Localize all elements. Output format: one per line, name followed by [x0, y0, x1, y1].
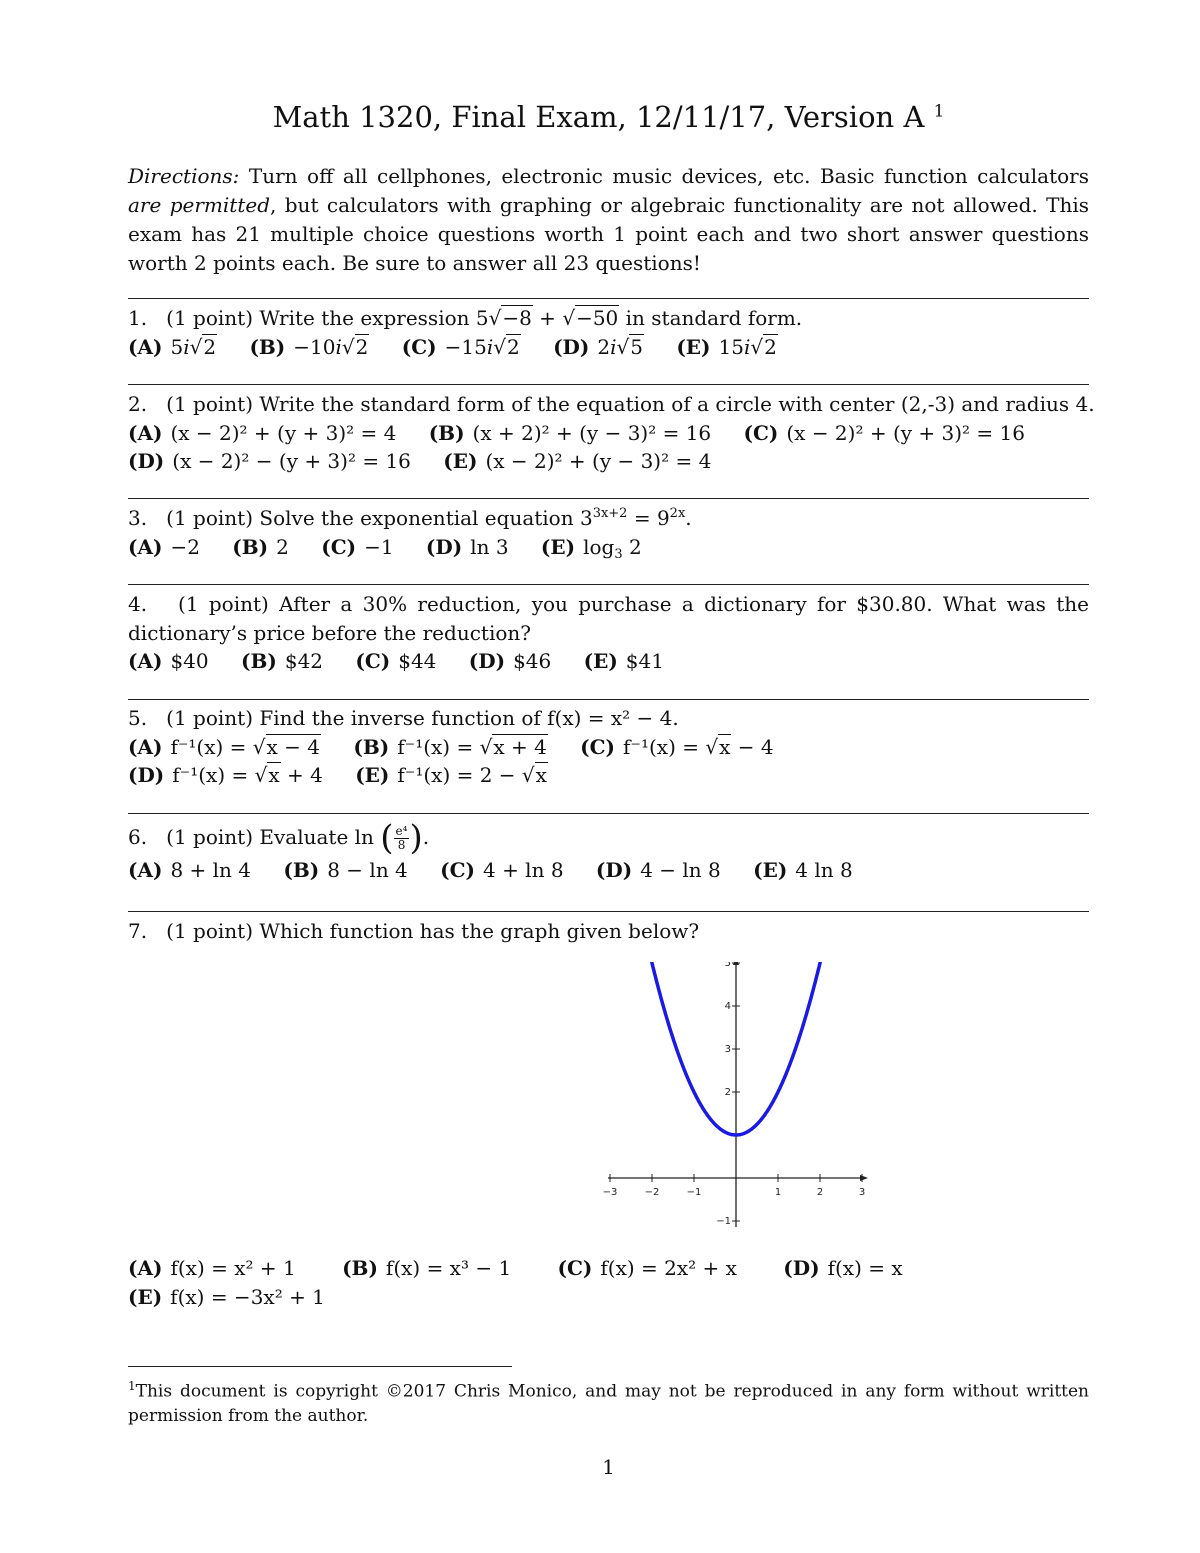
option-a[interactable]: (A) f(x) = x² + 1 — [128, 1256, 296, 1280]
option-d[interactable]: (D) (x − 2)² − (y + 3)² = 16 — [128, 449, 411, 473]
answer-options — [128, 856, 1089, 885]
divider — [128, 911, 1089, 912]
function-graph — [598, 962, 888, 1237]
answer-options — [128, 647, 1089, 676]
question-prompt: 6. (1 point) Evaluate ln ( $\frac{\text{e⁴}}{8}$ ). — [128, 818, 430, 858]
x-axis-arrow — [860, 1175, 868, 1181]
question-7 — [128, 917, 1089, 946]
option-d[interactable]: (D) 4 − ln 8 — [595, 858, 721, 882]
option-e[interactable]: (E) 4 ln 8 — [753, 858, 853, 882]
question-6 — [128, 818, 1089, 885]
y-tick-label: 3 — [724, 1044, 731, 1055]
footnote-divider — [128, 1366, 512, 1367]
x-tick-label: 3 — [858, 1187, 866, 1198]
option-c[interactable]: (C) f⁻¹(x) = √x − 4 — [580, 734, 774, 759]
option-c[interactable]: (C) 4 + ln 8 — [440, 858, 564, 882]
option-e[interactable]: (E) $41 — [583, 649, 664, 673]
question-3 — [128, 504, 1089, 561]
option-d[interactable]: (D) 2i√5 — [553, 334, 643, 359]
option-d[interactable]: (D) f⁻¹(x) = √x + 4 — [128, 763, 323, 787]
option-a[interactable]: (A) 5i√2 — [128, 334, 217, 359]
y-tick-label: 2 — [724, 1087, 731, 1098]
question-prompt: 3. (1 point) Solve the exponential equation $3^{3x+2} = 9^{2x}$. — [128, 506, 692, 530]
footnote: $^1$This document is copyright ©2017 Chris Monico, and may not be reproduced in any form without written permission from the author. — [128, 1379, 1089, 1426]
option-e[interactable]: (E) f(x) = −3x² + 1 — [128, 1284, 325, 1309]
option-b[interactable]: (B) 2 — [232, 534, 289, 559]
option-d[interactable]: (D) ln 3 — [425, 534, 509, 559]
option-e[interactable]: (E) f⁻¹(x) = 2 − √x — [355, 763, 547, 787]
page-number: 1 — [602, 1455, 615, 1479]
option-a[interactable]: (A) f⁻¹(x) = √x − 4 — [128, 734, 321, 759]
divider — [128, 584, 1089, 585]
y-tick-label: 4 — [724, 1001, 731, 1012]
question-prompt: 4. (1 point) After a 30% reduction, you purchase a dictionary for $30.80. What was the dictionary’s price before the reduction? — [128, 592, 1090, 645]
graph-svg — [598, 962, 888, 1232]
option-e[interactable]: (E) (x − 2)² + (y − 3)² = 4 — [443, 449, 712, 473]
question-prompt: 2. (1 point) Write the standard form of the equation of a circle with center (2,-3) and radius 4. — [128, 392, 1095, 416]
answer-options — [128, 733, 1089, 762]
x-tick-label: −3 — [602, 1187, 618, 1198]
option-b[interactable]: (B) f⁻¹(x) = √x + 4 — [353, 734, 547, 759]
option-b[interactable]: (B) (x + 2)² + (y − 3)² = 16 — [428, 420, 712, 445]
answer-options — [128, 761, 1089, 790]
answer-options — [128, 447, 1089, 476]
divider — [128, 813, 1089, 814]
x-tick-label: 1 — [774, 1187, 782, 1198]
answer-options — [128, 1283, 1089, 1312]
divider — [128, 699, 1089, 700]
option-c[interactable]: (C) f(x) = 2x² + x — [557, 1256, 737, 1280]
page-title: Math 1320, Final Exam, 12/11/17, Version A $^1$ — [272, 100, 945, 134]
x-tick-label: 2 — [816, 1187, 824, 1198]
divider — [128, 384, 1089, 385]
question-1 — [128, 304, 1089, 361]
option-c[interactable]: (C) −15i√2 — [401, 334, 520, 359]
y-tick-label: 5 — [724, 962, 731, 969]
fraction: $\frac{\text{e⁴}}{8}$ — [395, 824, 408, 852]
answer-options — [128, 419, 1089, 448]
y-tick-label: −1 — [716, 1216, 731, 1227]
question-prompt: 1. (1 point) Write the expression 5√−8 + √−50 in standard form. — [128, 306, 803, 330]
answer-options — [128, 1254, 1089, 1283]
option-b[interactable]: (B) −10i√2 — [249, 334, 369, 359]
option-d[interactable]: (D) $46 — [468, 649, 552, 673]
answer-options — [128, 333, 1089, 362]
question-prompt: 5. (1 point) Find the inverse function of f(x) = x² − 4. — [128, 706, 679, 730]
option-a[interactable]: (A) −2 — [128, 534, 200, 559]
option-b[interactable]: (B) $42 — [241, 649, 324, 673]
option-c[interactable]: (C) $44 — [355, 649, 437, 673]
directions: Directions: Turn off all cellphones, electronic music devices, etc. Basic function calculators are permitted, but calculators with graphing or algebraic functionality are not allowed. This exam has 21 multiple choice questions worth 1 point each and two short answer questions worth 2 points each. Be sure to answer all 23 questions! — [128, 164, 1090, 275]
option-b[interactable]: (B) f(x) = x³ − 1 — [342, 1256, 512, 1280]
question-7-options — [128, 1254, 1089, 1311]
option-a[interactable]: (A) 8 + ln 4 — [128, 858, 252, 882]
question-4 — [128, 590, 1089, 676]
divider — [128, 498, 1089, 499]
option-c[interactable]: (C) (x − 2)² + (y + 3)² = 16 — [743, 420, 1025, 445]
option-a[interactable]: (A) $40 — [128, 649, 209, 673]
divider — [128, 298, 1089, 299]
option-d[interactable]: (D) f(x) = x — [783, 1256, 903, 1280]
option-a[interactable]: (A) (x − 2)² + (y + 3)² = 4 — [128, 420, 397, 445]
option-e[interactable]: (E) 15i√2 — [676, 334, 777, 359]
x-tick-label: −1 — [686, 1187, 702, 1198]
question-5 — [128, 704, 1089, 790]
footnote-mark: 1 — [933, 101, 945, 122]
option-b[interactable]: (B) 8 − ln 4 — [283, 858, 408, 882]
question-prompt: 7. (1 point) Which function has the graph given below? — [128, 919, 700, 943]
answer-options — [128, 533, 1089, 562]
x-tick-label: −2 — [644, 1187, 660, 1198]
option-e[interactable]: (E) $\log_3 2$ — [540, 534, 642, 562]
question-2 — [128, 390, 1095, 476]
option-c[interactable]: (C) −1 — [321, 534, 394, 559]
